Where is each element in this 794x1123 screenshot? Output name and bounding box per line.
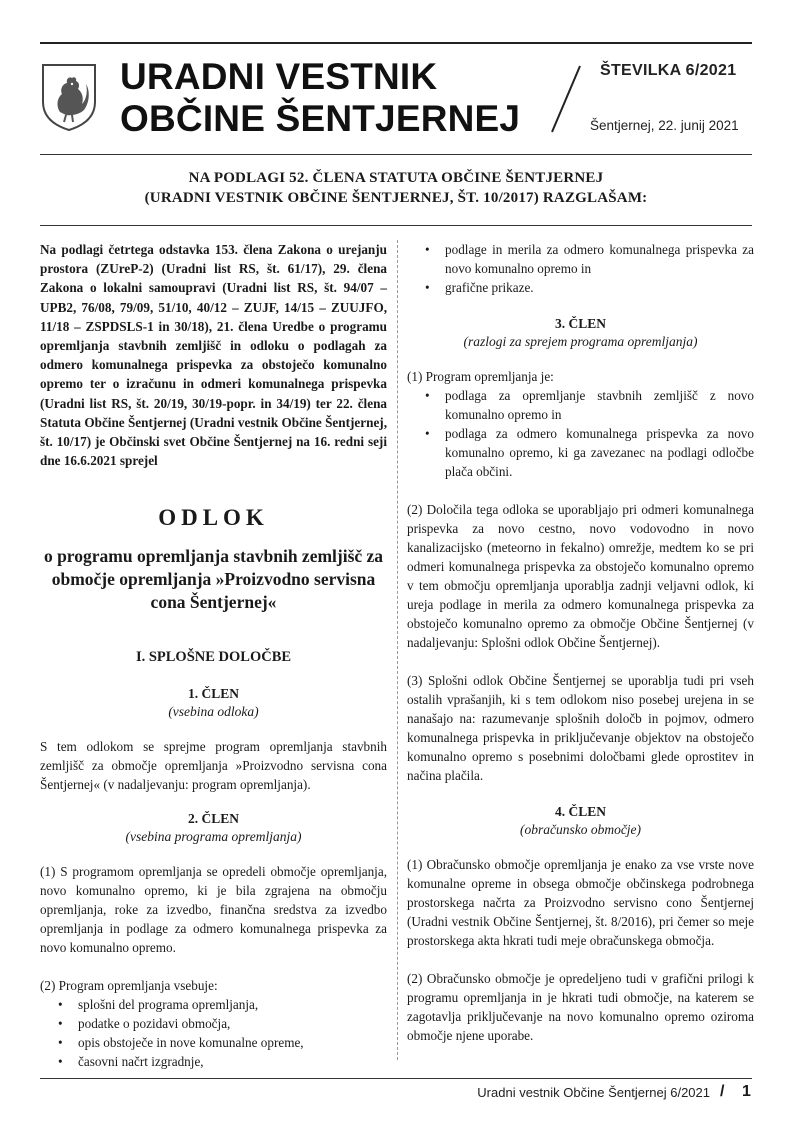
odlok-title: ODLOK — [158, 505, 269, 531]
issue-number: ŠTEVILKA 6/2021 — [600, 62, 737, 79]
article-3-paragraph-2: (2) Določila tega odloka se uporabljajo pri odmeri komunalnega prispevka za novo cestno, novo vodovodno in novo kanalizacijsko (meteorno in fekalno) omrežje, medtem ko se pri odmeri komunalnega prispevka za obstoječo komunalno opremo v tem območju opremljanja uporablja zadnji veljavni odlok, ki ureja podlage in merila za odmero komunalnega prispevka za obstoječo komunalno opremo za območje Občine Šentjernej (v nadaljevanju: Splošni odlok Občine Šentjernej). — [407, 502, 754, 650]
intro-paragraph: Na podlagi četrtega odstavka 153. člena Zakona o urejanju prostora (ZUreP-2) (Uradni list RS, št. 61/17), 29. člena Zakona o lokalni samoupravi (Uradni list RS, št. 94/07 – UPB2, 76/08, 79/09, 51/10, 40/12 – ZUJF, 14/15 – ZUUJFO, 11/18 – ZSPDSLS-1 in 30/18), 21. člena Uredbe o programu opremljanja stavbnih zemljišč in odloku o podlagah za odmero komunalnega prispevka za obstoječo komunalno opremo ter o izračunu in odmeri komunalnega prispevka (Uradni list RS, št. 20/19, 30/19-popr. in 34/19) ter 22. člena Statuta Občine Šentjernej (Uradni vestnik Občine Šentjernej, št. 10/17) je Občinski svet Občine Šentjernej na 16. redni seji dne 16.6.2021 sprejel — [40, 242, 387, 469]
preamble-rule — [40, 225, 752, 226]
article-3-title: 3. ČLEN — [554, 316, 606, 331]
page-number: 1 — [742, 1083, 751, 1100]
masthead-title-line1: URADNI VESTNIK — [120, 56, 438, 97]
list-item: • podlaga za opremljanje stavbnih zemljišč z novo komunalno opremo in — [445, 386, 754, 424]
masthead-rule — [40, 154, 752, 155]
issue-date: Šentjernej, 22. junij 2021 — [590, 118, 739, 133]
article-2-subtitle: (vsebina programa opremljanja) — [125, 829, 302, 845]
article-4-paragraph-2: (2) Obračunsko območje je opredeljeno tudi v grafični prilogi k programu opremljanja in je hkrati tudi območje, na katerem se zagotavlja priključevanje na novo komunalno opremo oziroma območje njene uporabe. — [407, 971, 754, 1043]
footer-publication: Uradni vestnik Občine Šentjernej 6/2021 — [477, 1085, 710, 1100]
list-item: • opis obstoječe in nove komunalne opreme, — [78, 1033, 387, 1052]
list-item: • podlage in merila za odmero komunalnega prispevka za novo komunalno opremo in — [445, 240, 754, 278]
column-divider — [397, 240, 398, 1060]
preamble-line2: (URADNI VESTNIK OBČINE ŠENTJERNEJ, ŠT. 10/2017) RAZGLAŠAM: — [144, 190, 648, 206]
list-item: • grafične prikaze. — [445, 278, 754, 297]
masthead-slash — [548, 64, 584, 134]
article-4-subtitle: (obračunsko območje) — [519, 822, 642, 837]
article-2-list — [40, 995, 387, 1071]
preamble-line1: NA PODLAGI 52. ČLENA STATUTA OBČINE ŠENTJERNEJ — [188, 170, 604, 186]
list-item: • podatke o pozidavi območja, — [78, 1014, 387, 1033]
footer-separator: / — [720, 1083, 725, 1100]
article-3-subtitle: (razlogi za sprejem programa opremljanja) — [463, 334, 698, 349]
preamble — [40, 168, 752, 208]
article-2-paragraph-2: (2) Program opremljanja vsebuje: — [40, 978, 218, 994]
list-item: • splošni del programa opremljanja, — [78, 995, 387, 1014]
masthead-title-line2: OBČINE ŠENTJERNEJ — [120, 98, 521, 139]
list-item: • časovni načrt izgradnje, — [78, 1052, 387, 1071]
article-3-paragraph-3: (3) Splošni odlok Občine Šentjernej se uporablja tudi pri vseh ostalih vprašanjih, ki s tem odlokom niso posebej urejena in se nanašajo na: razumevanje splošnih določb in pojmov, odmero komunalnega prispevka in priključevanje objektov na obstoječo komunalno opremo s posebnimi določbami glede oprostitev in načina plačila. — [407, 673, 754, 783]
article-2-list-continued — [407, 240, 754, 297]
masthead-title — [120, 56, 520, 140]
section-heading: I. SPLOŠNE DOLOČBE — [135, 649, 292, 666]
article-2-paragraph-1: (1) S programom opremljanja se opredeli območje opremljanja, novo komunalno opremo, ki je bila zgrajena na območju opremljanja, roke za izvedbo, finančna sredstva za izvedbo opremljanja in podlage za odmero komunalnega prispevka za novo komunalno opremo. — [40, 864, 387, 956]
article-4-title: 4. ČLEN — [554, 804, 606, 819]
odlok-subtitle: o programu opremljanja stavbnih zemljišč za območje opremljanja »Proizvodno servisna cona Šentjernej« — [43, 546, 384, 613]
article-1-subtitle: (vsebina odloka) — [168, 704, 259, 720]
article-3-paragraph-1: (1) Program opremljanja je: — [407, 369, 554, 384]
article-2-title: 2. ČLEN — [187, 811, 239, 827]
article-1-text: S tem odlokom se sprejme program opremljanja stavbnih zemljišč za območje opremljanja »Proizvodno servisna cona Šentjernej« (v nadaljevanju: program opremljanja). — [40, 739, 387, 793]
footer-rule — [40, 1078, 752, 1079]
list-item: • podlaga za odmero komunalnega prispevka za novo komunalno opremo, ki ga zavezanec na podlagi odločbe plača občini. — [445, 424, 754, 481]
rooster-crest-icon — [40, 62, 98, 132]
right-column — [407, 240, 754, 1045]
article-3-list — [407, 386, 754, 481]
left-column — [40, 240, 387, 1071]
article-4-paragraph-1: (1) Obračunsko območje opremljanja je enako za vse vrste nove komunalne opreme in obsega območje občinskega podrobnega prostorskega načrta za Proizvodno servisno cono Šentjernej (Uradni vestnik Občine Šentjernej, št. 8/2016), pri čemer so meje prostorskega akta hkrati tudi meje obračunskega območja. — [407, 857, 754, 948]
article-1-title: 1. ČLEN — [187, 686, 239, 702]
top-rule — [40, 42, 752, 44]
